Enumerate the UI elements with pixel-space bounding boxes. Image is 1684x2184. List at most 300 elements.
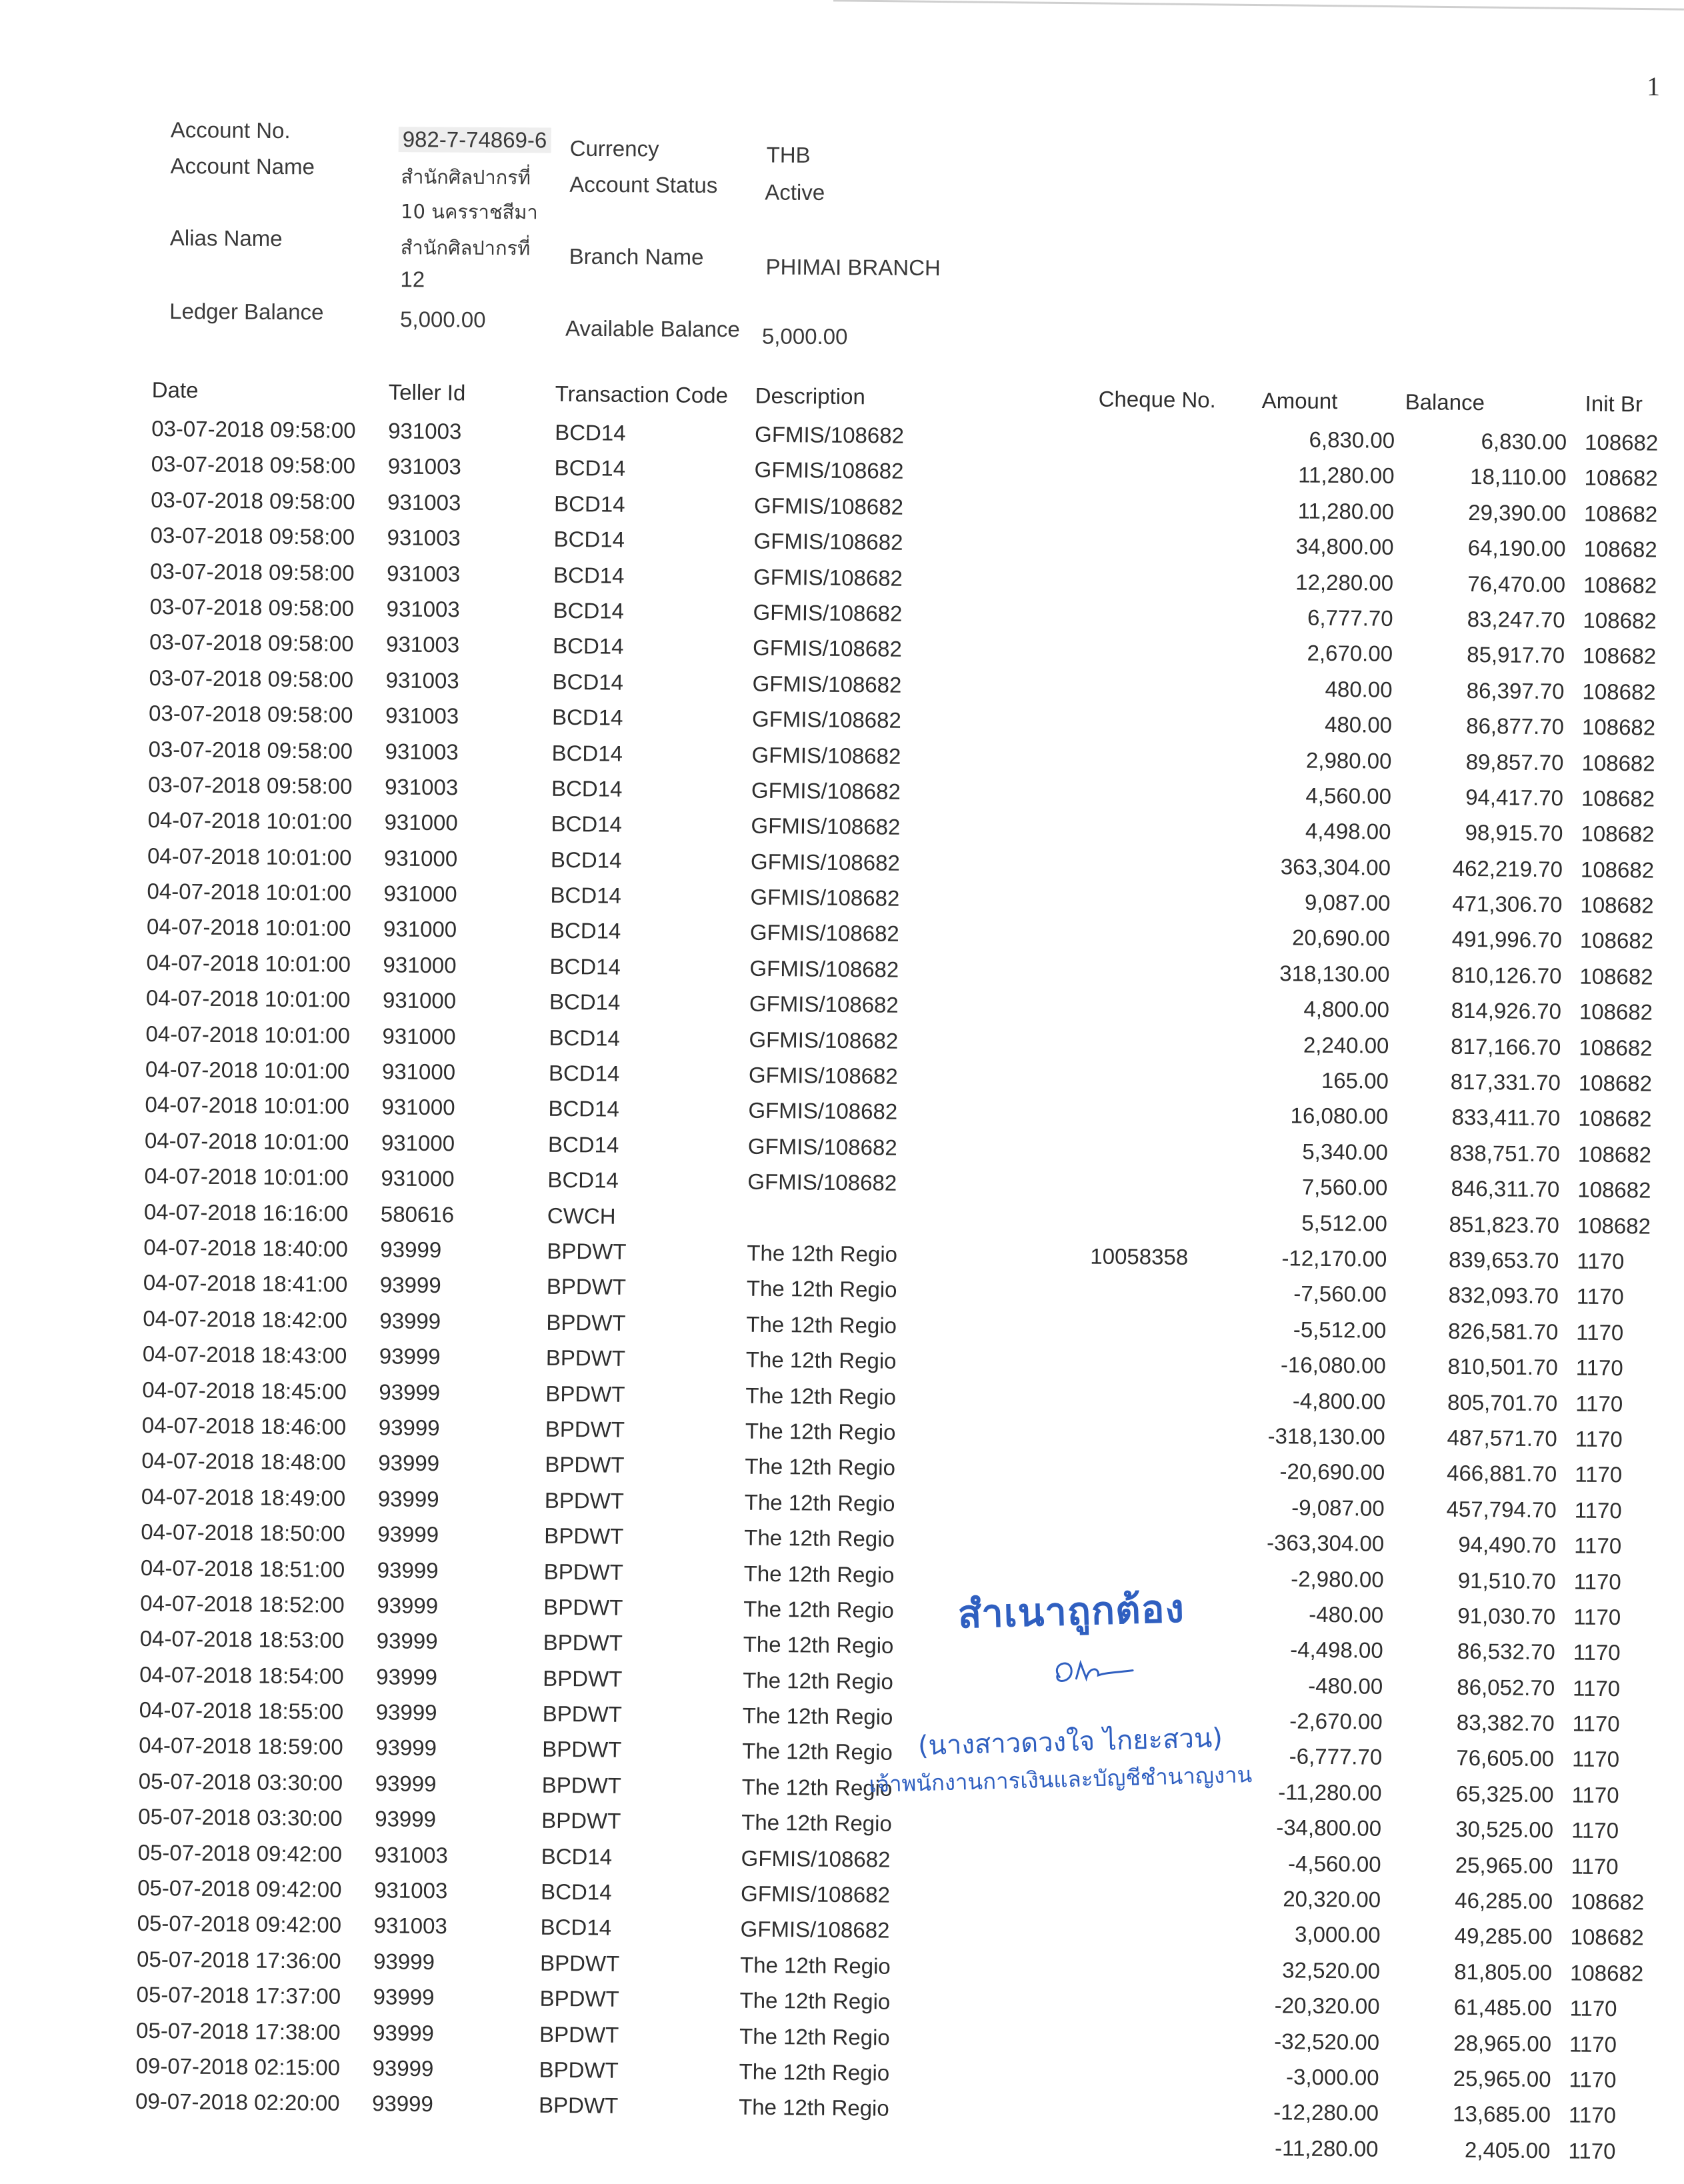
cell-init-br: 1170 — [1575, 1355, 1623, 1381]
cell-teller-id: 93999 — [380, 1237, 442, 1263]
cell-init-br: 1170 — [1573, 1604, 1621, 1630]
cell-description: GFMIS/108682 — [747, 1169, 897, 1195]
cell-init-br: 1170 — [1575, 1391, 1623, 1416]
cell-balance: 810,501.70 — [1447, 1353, 1558, 1380]
cell-description: The 12th Regio — [739, 1952, 891, 1979]
cell-transaction-code: BCD14 — [553, 597, 625, 623]
cell-amount: -480.00 — [1309, 1601, 1384, 1627]
transaction-table — [135, 373, 1659, 2170]
cell-init-br: 108682 — [1582, 679, 1656, 705]
cell-balance: 89,857.70 — [1465, 749, 1564, 775]
cell-teller-id: 931003 — [373, 1913, 447, 1939]
cell-description: GFMIS/108682 — [753, 599, 903, 626]
cell-amount: -4,498.00 — [1290, 1637, 1383, 1663]
cell-balance: 64,190.00 — [1467, 535, 1566, 561]
ledger-balance-value: 5,000.00 — [400, 307, 486, 332]
cell-transaction-code: BCD14 — [550, 847, 622, 873]
cell-date: 04-07-2018 18:42:00 — [143, 1305, 347, 1333]
cell-transaction-code: BPDWT — [545, 1416, 625, 1442]
cell-balance: 86,052.70 — [1457, 1674, 1555, 1700]
cell-amount: 480.00 — [1325, 676, 1393, 702]
cell-transaction-code: BCD14 — [540, 1915, 612, 1941]
cell-description: GFMIS/108682 — [753, 493, 904, 519]
cell-date: 04-07-2018 10:01:00 — [145, 1021, 351, 1048]
cell-teller-id: 931003 — [374, 1877, 448, 1903]
cell-teller-id: 931003 — [387, 453, 461, 479]
cell-date: 04-07-2018 18:48:00 — [141, 1448, 346, 1475]
cell-transaction-code: BPDWT — [541, 1807, 621, 1834]
cell-transaction-code: BCD14 — [541, 1843, 613, 1869]
cell-balance: 49,285.00 — [1454, 1923, 1553, 1949]
cell-amount: -20,690.00 — [1279, 1459, 1385, 1485]
cell-date: 03-07-2018 09:58:00 — [148, 736, 353, 763]
cell-transaction-code: BCD14 — [551, 740, 623, 766]
alias-name-line2: 12 — [400, 267, 425, 292]
cell-teller-id: 93999 — [376, 1628, 438, 1654]
cell-init-br: 108682 — [1577, 1177, 1651, 1203]
account-no-label: Account No. — [170, 117, 291, 143]
cell-description: GFMIS/108682 — [749, 1027, 899, 1053]
cell-balance: 98,915.70 — [1465, 820, 1563, 846]
cell-teller-id: 93999 — [373, 1949, 435, 1974]
cell-transaction-code: BPDWT — [539, 2057, 619, 2083]
cell-balance: 457,794.70 — [1446, 1496, 1557, 1523]
header-cheque-no: Cheque No. — [1098, 386, 1216, 413]
cell-transaction-code: BCD14 — [547, 1131, 619, 1157]
cell-teller-id: 931003 — [374, 1841, 448, 1867]
cell-transaction-code: BPDWT — [547, 1238, 627, 1264]
cell-transaction-code: BPDWT — [545, 1345, 626, 1371]
cell-teller-id: 93999 — [377, 1521, 439, 1547]
cell-description: GFMIS/108682 — [749, 991, 899, 1018]
cell-description: GFMIS/108682 — [754, 457, 904, 484]
cell-init-br: 1170 — [1571, 1782, 1619, 1808]
cell-teller-id: 931000 — [381, 1130, 455, 1156]
cell-init-br: 108682 — [1583, 572, 1657, 598]
cell-init-br: 1170 — [1571, 1746, 1620, 1772]
cell-date: 04-07-2018 10:01:00 — [144, 1127, 349, 1155]
cell-amount: -2,670.00 — [1289, 1708, 1383, 1734]
cell-description: GFMIS/108682 — [740, 1881, 891, 1907]
cell-description: GFMIS/108682 — [749, 920, 899, 947]
cell-transaction-code: BCD14 — [553, 526, 625, 552]
cell-description: GFMIS/108682 — [751, 742, 901, 769]
cell-init-br: 108682 — [1584, 429, 1659, 455]
cell-date: 04-07-2018 18:49:00 — [141, 1483, 346, 1511]
cell-init-br: 108682 — [1579, 1035, 1653, 1061]
cell-description: The 12th Regio — [745, 1453, 896, 1481]
cell-description: GFMIS/108682 — [741, 1845, 891, 1872]
cell-amount: -318,130.00 — [1267, 1423, 1385, 1449]
cell-balance: 471,306.70 — [1452, 891, 1563, 917]
cell-amount: 34,800.00 — [1295, 533, 1394, 560]
cell-init-br: 108682 — [1577, 1141, 1652, 1167]
cell-transaction-code: BPDWT — [544, 1523, 624, 1549]
account-status-value: Active — [765, 179, 825, 205]
cell-transaction-code: CWCH — [547, 1203, 616, 1229]
cell-init-br: 108682 — [1581, 714, 1656, 740]
cell-init-br: 108682 — [1569, 1960, 1644, 1986]
cell-teller-id: 93999 — [375, 1771, 437, 1797]
cell-amount: 363,304.00 — [1280, 853, 1391, 880]
cell-amount: -34,800.00 — [1276, 1815, 1382, 1841]
cell-amount: 11,280.00 — [1297, 498, 1395, 524]
cell-init-br: 1170 — [1569, 2031, 1617, 2057]
cell-date: 04-07-2018 10:01:00 — [145, 1092, 350, 1119]
cell-amount: 4,560.00 — [1305, 783, 1392, 809]
cell-balance: 61,485.00 — [1453, 1995, 1552, 2021]
cell-amount: -363,304.00 — [1266, 1530, 1385, 1556]
cell-transaction-code: BCD14 — [548, 1096, 620, 1122]
cell-init-br: 1170 — [1576, 1283, 1624, 1309]
cell-amount: 165.00 — [1321, 1067, 1389, 1093]
cell-date: 03-07-2018 09:58:00 — [151, 415, 356, 443]
cell-teller-id: 931000 — [383, 845, 458, 871]
cell-date: 03-07-2018 09:58:00 — [149, 629, 354, 657]
cell-date: 04-07-2018 10:01:00 — [147, 879, 352, 905]
cell-init-br: 1170 — [1574, 1533, 1622, 1559]
cell-date: 05-07-2018 09:42:00 — [137, 1911, 342, 1938]
cell-balance: 29,390.00 — [1468, 499, 1567, 526]
cell-balance: 28,965.00 — [1453, 2030, 1552, 2056]
cell-description: GFMIS/108682 — [751, 777, 901, 804]
cell-transaction-code: BCD14 — [551, 704, 623, 730]
cell-transaction-code: BCD14 — [553, 491, 625, 517]
cell-transaction-code: BPDWT — [541, 1772, 622, 1798]
cell-amount: 480.00 — [1324, 712, 1393, 738]
cell-teller-id: 931003 — [385, 738, 459, 764]
cell-teller-id: 931003 — [385, 631, 460, 657]
cell-init-br: 1170 — [1572, 1675, 1621, 1701]
cell-description: The 12th Regio — [739, 1987, 891, 2014]
cell-transaction-code: BCD14 — [549, 953, 621, 979]
cell-teller-id: 931003 — [384, 774, 459, 800]
cell-init-br: 1170 — [1569, 1995, 1617, 2021]
cell-amount: 9,087.00 — [1304, 889, 1391, 915]
cell-amount: -6,777.70 — [1289, 1743, 1383, 1770]
cell-init-br: 108682 — [1583, 501, 1658, 527]
cell-teller-id: 931000 — [381, 1059, 456, 1085]
cell-description: The 12th Regio — [743, 1631, 894, 1659]
page-edge — [833, 0, 1684, 11]
cell-balance: 85,917.70 — [1467, 642, 1565, 668]
cell-transaction-code: BCD14 — [552, 669, 624, 695]
cell-description: GFMIS/108682 — [753, 528, 903, 555]
cell-init-br: 108682 — [1570, 1924, 1644, 1950]
account-status-label: Account Status — [569, 171, 718, 198]
account-name-line1: สำนักศิลปากรที่ — [401, 165, 531, 189]
available-balance-label: Available Balance — [565, 315, 740, 342]
cell-date: 04-07-2018 18:59:00 — [139, 1733, 343, 1760]
cell-description: The 12th Regio — [739, 2059, 890, 2085]
cell-balance: 814,926.70 — [1451, 998, 1562, 1024]
cell-init-br: 1170 — [1574, 1497, 1622, 1523]
cell-description: The 12th Regio — [741, 1809, 893, 1836]
cell-description: GFMIS/108682 — [752, 635, 903, 662]
cell-date: 05-07-2018 03:30:00 — [138, 1768, 343, 1795]
cell-balance: 817,166.70 — [1451, 1033, 1561, 1059]
cell-balance: 25,965.00 — [1453, 2065, 1551, 2092]
cell-balance: 18,110.00 — [1470, 464, 1567, 490]
cell-init-br: 108682 — [1584, 465, 1658, 491]
cell-init-br: 1170 — [1568, 2138, 1616, 2163]
cell-description: The 12th Regio — [745, 1347, 897, 1373]
cell-init-br: 108682 — [1579, 963, 1653, 989]
cell-balance: 91,030.70 — [1457, 1603, 1556, 1629]
cell-init-br: 1170 — [1571, 1853, 1619, 1879]
cell-init-br: 1170 — [1575, 1426, 1623, 1452]
cell-amount: -32,520.00 — [1274, 2028, 1380, 2055]
signature-icon — [1045, 1651, 1140, 1694]
cell-transaction-code: BPDWT — [539, 1985, 619, 2012]
cell-balance: 491,996.70 — [1451, 927, 1563, 953]
table-body — [135, 412, 1659, 2170]
cell-description: The 12th Regio — [747, 1240, 898, 1267]
cell-date: 04-07-2018 18:51:00 — [140, 1555, 345, 1582]
cell-date: 03-07-2018 09:58:00 — [148, 701, 353, 728]
cell-transaction-code: BCD14 — [551, 775, 623, 801]
cell-date: 04-07-2018 18:41:00 — [143, 1270, 348, 1297]
cell-date: 04-07-2018 18:46:00 — [141, 1412, 347, 1439]
cell-description: The 12th Regio — [742, 1703, 893, 1729]
cell-balance: 76,605.00 — [1456, 1745, 1555, 1771]
cell-date: 03-07-2018 09:58:00 — [149, 665, 354, 692]
cell-date: 04-07-2018 10:01:00 — [147, 807, 353, 835]
header-date: Date — [151, 377, 199, 403]
cell-date: 04-07-2018 10:01:00 — [145, 1056, 350, 1083]
cell-balance: 832,093.70 — [1448, 1283, 1559, 1309]
cell-date: 04-07-2018 10:01:00 — [146, 949, 351, 977]
cell-balance: 826,581.70 — [1447, 1318, 1559, 1345]
cell-teller-id: 580616 — [380, 1201, 455, 1227]
cell-date: 03-07-2018 09:58:00 — [150, 523, 355, 550]
cell-date: 04-07-2018 18:50:00 — [141, 1519, 345, 1546]
cell-transaction-code: BPDWT — [545, 1452, 625, 1478]
cell-transaction-code: BCD14 — [553, 562, 625, 588]
cell-date: 09-07-2018 02:15:00 — [135, 2053, 341, 2080]
cell-init-br: 108682 — [1579, 928, 1654, 954]
cell-init-br: 108682 — [1580, 857, 1655, 883]
cell-amount: 12,280.00 — [1295, 569, 1394, 595]
cell-amount: -20,320.00 — [1274, 1993, 1380, 2019]
available-balance-value: 5,000.00 — [761, 323, 848, 349]
cell-init-br: 1170 — [1573, 1639, 1621, 1665]
cell-amount: -16,080.00 — [1280, 1352, 1386, 1378]
cell-date: 04-07-2018 18:52:00 — [140, 1590, 345, 1617]
cell-teller-id: 93999 — [376, 1663, 438, 1689]
cell-teller-id: 93999 — [372, 2055, 434, 2081]
cell-date: 05-07-2018 09:42:00 — [137, 1839, 343, 1867]
cell-balance: 462,219.70 — [1452, 855, 1563, 882]
cell-date: 09-07-2018 02:20:00 — [135, 2089, 340, 2116]
cell-balance: 810,126.70 — [1451, 962, 1562, 989]
cell-balance: 46,285.00 — [1455, 1887, 1553, 1914]
cell-transaction-code: BPDWT — [544, 1487, 625, 1513]
cell-description: The 12th Regio — [743, 1667, 894, 1694]
cell-date: 04-07-2018 18:45:00 — [142, 1377, 347, 1404]
cell-amount: 4,498.00 — [1305, 818, 1391, 845]
cell-balance: 30,525.00 — [1455, 1817, 1554, 1843]
cell-amount: 2,240.00 — [1303, 1032, 1389, 1058]
cell-transaction-code: BPDWT — [538, 2093, 619, 2119]
alias-name-label: Alias Name — [169, 225, 283, 251]
cell-description: The 12th Regio — [744, 1525, 895, 1551]
cell-init-br: 1170 — [1575, 1461, 1623, 1487]
cell-description: The 12th Regio — [738, 2094, 889, 2121]
cell-teller-id: 93999 — [379, 1272, 441, 1298]
cell-description: The 12th Regio — [741, 1774, 893, 1801]
cell-description: GFMIS/108682 — [749, 955, 899, 982]
cell-balance: 81,805.00 — [1454, 1959, 1553, 1985]
cell-init-br: 1170 — [1576, 1319, 1624, 1345]
cell-teller-id: 931000 — [382, 987, 457, 1013]
cell-date: 04-07-2018 18:55:00 — [139, 1697, 344, 1724]
cell-description: GFMIS/108682 — [747, 1133, 897, 1160]
cell-transaction-code: BPDWT — [543, 1630, 623, 1656]
cell-date: 03-07-2018 09:58:00 — [151, 487, 355, 514]
cell-init-br: 108682 — [1581, 785, 1655, 811]
cell-transaction-code: BCD14 — [547, 1167, 619, 1193]
cell-amount: -11,280.00 — [1274, 2135, 1379, 2161]
cell-transaction-code: BCD14 — [549, 989, 621, 1015]
alias-name-line1: สำนักศิลปากรที่ — [400, 236, 531, 260]
account-header — [165, 113, 1000, 359]
cell-amount: -7,560.00 — [1293, 1281, 1387, 1307]
cell-amount: 6,777.70 — [1307, 605, 1393, 631]
currency-value: THB — [766, 142, 811, 167]
cell-date: 03-07-2018 09:58:00 — [149, 558, 355, 585]
cell-teller-id: 93999 — [373, 1984, 435, 2010]
cell-teller-id: 931003 — [387, 489, 461, 515]
cell-balance: 839,653.70 — [1448, 1247, 1559, 1273]
cell-balance: 91,510.70 — [1457, 1567, 1556, 1593]
cell-description: GFMIS/108682 — [751, 706, 902, 733]
branch-name-label: Branch Name — [569, 243, 704, 269]
cell-amount: -3,000.00 — [1285, 2064, 1379, 2090]
cell-teller-id: 931003 — [385, 703, 459, 729]
cell-transaction-code: BPDWT — [543, 1594, 623, 1620]
currency-label: Currency — [569, 135, 659, 161]
cell-transaction-code: BPDWT — [542, 1701, 623, 1727]
cell-amount: 5,512.00 — [1301, 1210, 1388, 1236]
cell-description: The 12th Regio — [739, 2023, 890, 2050]
cell-teller-id: 93999 — [377, 1486, 439, 1511]
cell-balance: 13,685.00 — [1453, 2101, 1551, 2127]
header-teller: Teller Id — [388, 379, 466, 405]
cell-teller-id: 931003 — [387, 525, 461, 551]
cell-init-br: 108682 — [1580, 892, 1654, 918]
cell-teller-id: 931003 — [388, 418, 462, 444]
cell-description: GFMIS/108682 — [754, 421, 905, 448]
cell-teller-id: 93999 — [378, 1415, 440, 1441]
cell-init-br: 1170 — [1572, 1711, 1620, 1737]
cell-date: 03-07-2018 09:58:00 — [149, 593, 355, 621]
cell-balance: 25,965.00 — [1455, 1852, 1553, 1878]
cell-teller-id: 931000 — [381, 1165, 455, 1191]
cell-amount: 6,830.00 — [1309, 427, 1395, 453]
cell-date: 03-07-2018 09:58:00 — [147, 771, 353, 799]
header-description: Description — [755, 383, 865, 409]
cell-teller-id: 93999 — [375, 1699, 437, 1725]
cell-balance: 466,881.70 — [1446, 1461, 1557, 1487]
cell-balance: 851,823.70 — [1449, 1211, 1560, 1237]
cell-description: GFMIS/108682 — [750, 884, 900, 911]
cell-transaction-code: BCD14 — [554, 455, 626, 481]
header-init-br: Init Br — [1585, 391, 1643, 417]
cell-date: 04-07-2018 10:01:00 — [145, 985, 351, 1013]
cell-amount: -11,280.00 — [1278, 1779, 1382, 1805]
cell-teller-id: 931000 — [384, 809, 458, 835]
cell-amount: -4,560.00 — [1287, 1851, 1381, 1877]
cell-description: The 12th Regio — [746, 1311, 897, 1338]
cell-amount: 2,980.00 — [1305, 747, 1392, 773]
cell-amount: 7,560.00 — [1301, 1174, 1388, 1201]
cell-amount: -4,800.00 — [1292, 1388, 1386, 1414]
cell-description: The 12th Regio — [743, 1561, 895, 1587]
cell-date: 04-07-2018 10:01:00 — [144, 1163, 349, 1191]
cell-teller-id: 93999 — [371, 2091, 434, 2117]
cell-transaction-code: BPDWT — [546, 1274, 627, 1300]
cell-date: 05-07-2018 03:30:00 — [138, 1804, 343, 1831]
cell-amount: -5,512.00 — [1293, 1317, 1387, 1343]
cell-balance: 86,397.70 — [1466, 677, 1565, 704]
cell-amount: -480.00 — [1308, 1673, 1383, 1699]
cell-amount: -12,170.00 — [1281, 1245, 1387, 1271]
cell-transaction-code: BCD14 — [548, 1060, 620, 1086]
cell-description: The 12th Regio — [745, 1418, 896, 1445]
cell-transaction-code: BCD14 — [549, 918, 621, 944]
cell-description: GFMIS/108682 — [740, 1916, 890, 1943]
cell-amount: 11,280.00 — [1298, 462, 1395, 489]
cell-balance: 65,325.00 — [1455, 1781, 1554, 1807]
cell-balance: 487,571.70 — [1447, 1425, 1557, 1451]
cell-transaction-code: BPDWT — [546, 1309, 626, 1335]
cell-init-br: 108682 — [1581, 821, 1655, 847]
cell-init-br: 108682 — [1581, 750, 1655, 776]
cell-balance: 76,470.00 — [1467, 571, 1566, 597]
cell-date: 05-07-2018 09:42:00 — [137, 1875, 342, 1902]
cell-amount: 20,690.00 — [1291, 925, 1391, 951]
cell-init-br: 1170 — [1573, 1569, 1621, 1594]
cell-date: 04-07-2018 18:43:00 — [142, 1341, 347, 1369]
cell-description: GFMIS/108682 — [750, 849, 900, 875]
cell-transaction-code: BCD14 — [549, 1025, 621, 1051]
branch-name-value: PHIMAI BRANCH — [765, 254, 941, 281]
cell-init-br: 108682 — [1578, 1070, 1653, 1096]
cell-balance: 83,247.70 — [1467, 606, 1565, 633]
cell-init-br: 1170 — [1577, 1248, 1625, 1274]
cell-date: 04-07-2018 18:40:00 — [143, 1234, 349, 1261]
cell-description: GFMIS/108682 — [753, 564, 903, 591]
cell-cheque-no: 10058358 — [1090, 1243, 1189, 1269]
cell-teller-id: 93999 — [375, 1806, 437, 1832]
cell-amount: -2,980.00 — [1291, 1565, 1384, 1592]
cell-init-br: 1170 — [1568, 2102, 1617, 2128]
ledger-balance-label: Ledger Balance — [169, 299, 324, 325]
cell-transaction-code: BPDWT — [545, 1381, 625, 1407]
cell-amount: 2,670.00 — [1307, 640, 1393, 667]
cell-amount: 4,800.00 — [1303, 996, 1390, 1023]
cell-amount: 16,080.00 — [1290, 1103, 1389, 1129]
cell-teller-id: 931003 — [386, 560, 461, 587]
cell-teller-id: 931000 — [381, 1094, 455, 1120]
cell-init-br: 1170 — [1571, 1817, 1619, 1843]
cell-teller-id: 931000 — [382, 1023, 456, 1049]
cell-transaction-code: BCD14 — [552, 633, 624, 659]
cell-transaction-code: BPDWT — [542, 1737, 622, 1763]
header-transaction-code: Transaction Code — [555, 381, 729, 408]
cell-description: The 12th Regio — [742, 1739, 893, 1765]
